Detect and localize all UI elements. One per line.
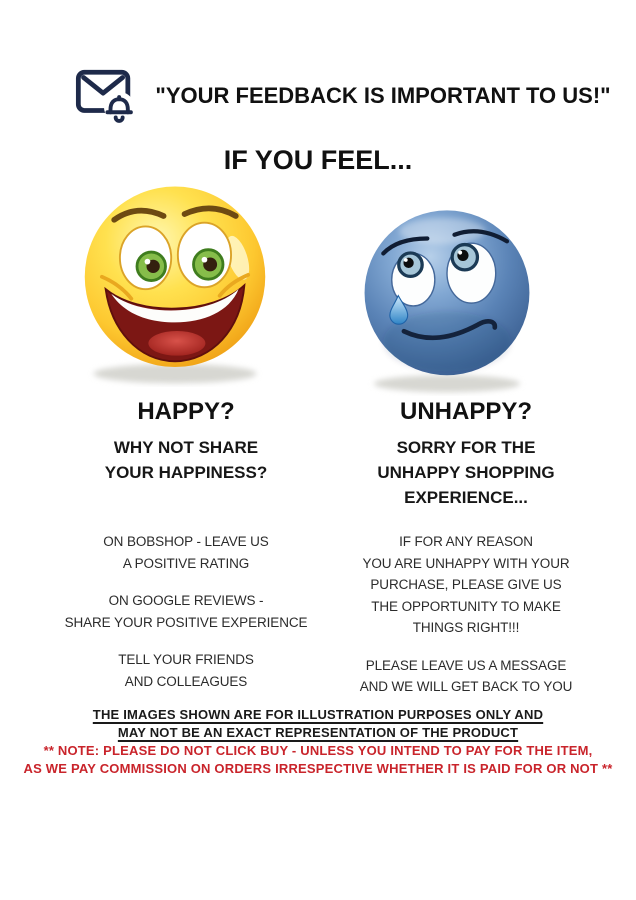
unhappy-heading: UNHAPPY? [399,398,532,425]
unhappy-subheading: SORRY FOR THE UNHAPPY SHOPPING EXPERIENCE... [377,438,555,507]
if-you-feel-heading: IF YOU FEEL... [223,145,413,175]
unhappy-body-text: IF FOR ANY REASON YOU ARE UNHAPPY WITH YOUR PURCHASE, PLEASE GIVE US THE OPPORTUNITY TO MAKE THINGS RIGHT!!! PLEASE LEAVE US A MESSAGE AND WE WILL GET BACK TO YOU [359,534,573,694]
note-line: ** NOTE: PLEASE DO NOT CLICK BUY - UNLESS YOU INTEND TO PAY FOR THE ITEM, [43,742,593,758]
sad-face-image [358,199,536,396]
happy-heading: HAPPY? [137,398,235,425]
faces-row [0,181,636,397]
happy-face-image [80,178,270,387]
happy-body-text: ON BOBSHOP - LEAVE US A POSITIVE RATING ON GOOGLE REVIEWS - SHARE YOUR POSITIVE EXPERIENCE TELL YOUR FRIENDS AND COLLEAGUES [64,534,308,689]
note-line: AS WE PAY COMMISSION ON ORDERS IRRESPECTIVE WHETHER IT IS PAID FOR OR NOT ** [23,760,613,776]
page-title: "YOUR FEEDBACK IS IMPORTANT TO US!" [155,83,611,109]
header [0,0,636,129]
mail-notification-icon [74,64,140,129]
text-columns [0,397,636,698]
unhappy-column [336,397,596,698]
disclaimer-line: MAY NOT BE AN EXACT REPRESENTATION OF THE PRODUCT [117,724,519,740]
happy-column [36,397,336,698]
happy-subheading: WHY NOT SHARE YOUR HAPPINESS? [104,438,268,482]
footer-disclaimer [0,706,636,778]
disclaimer-line: THE IMAGES SHOWN ARE FOR ILLUSTRATION PURPOSES ONLY AND [92,706,544,722]
